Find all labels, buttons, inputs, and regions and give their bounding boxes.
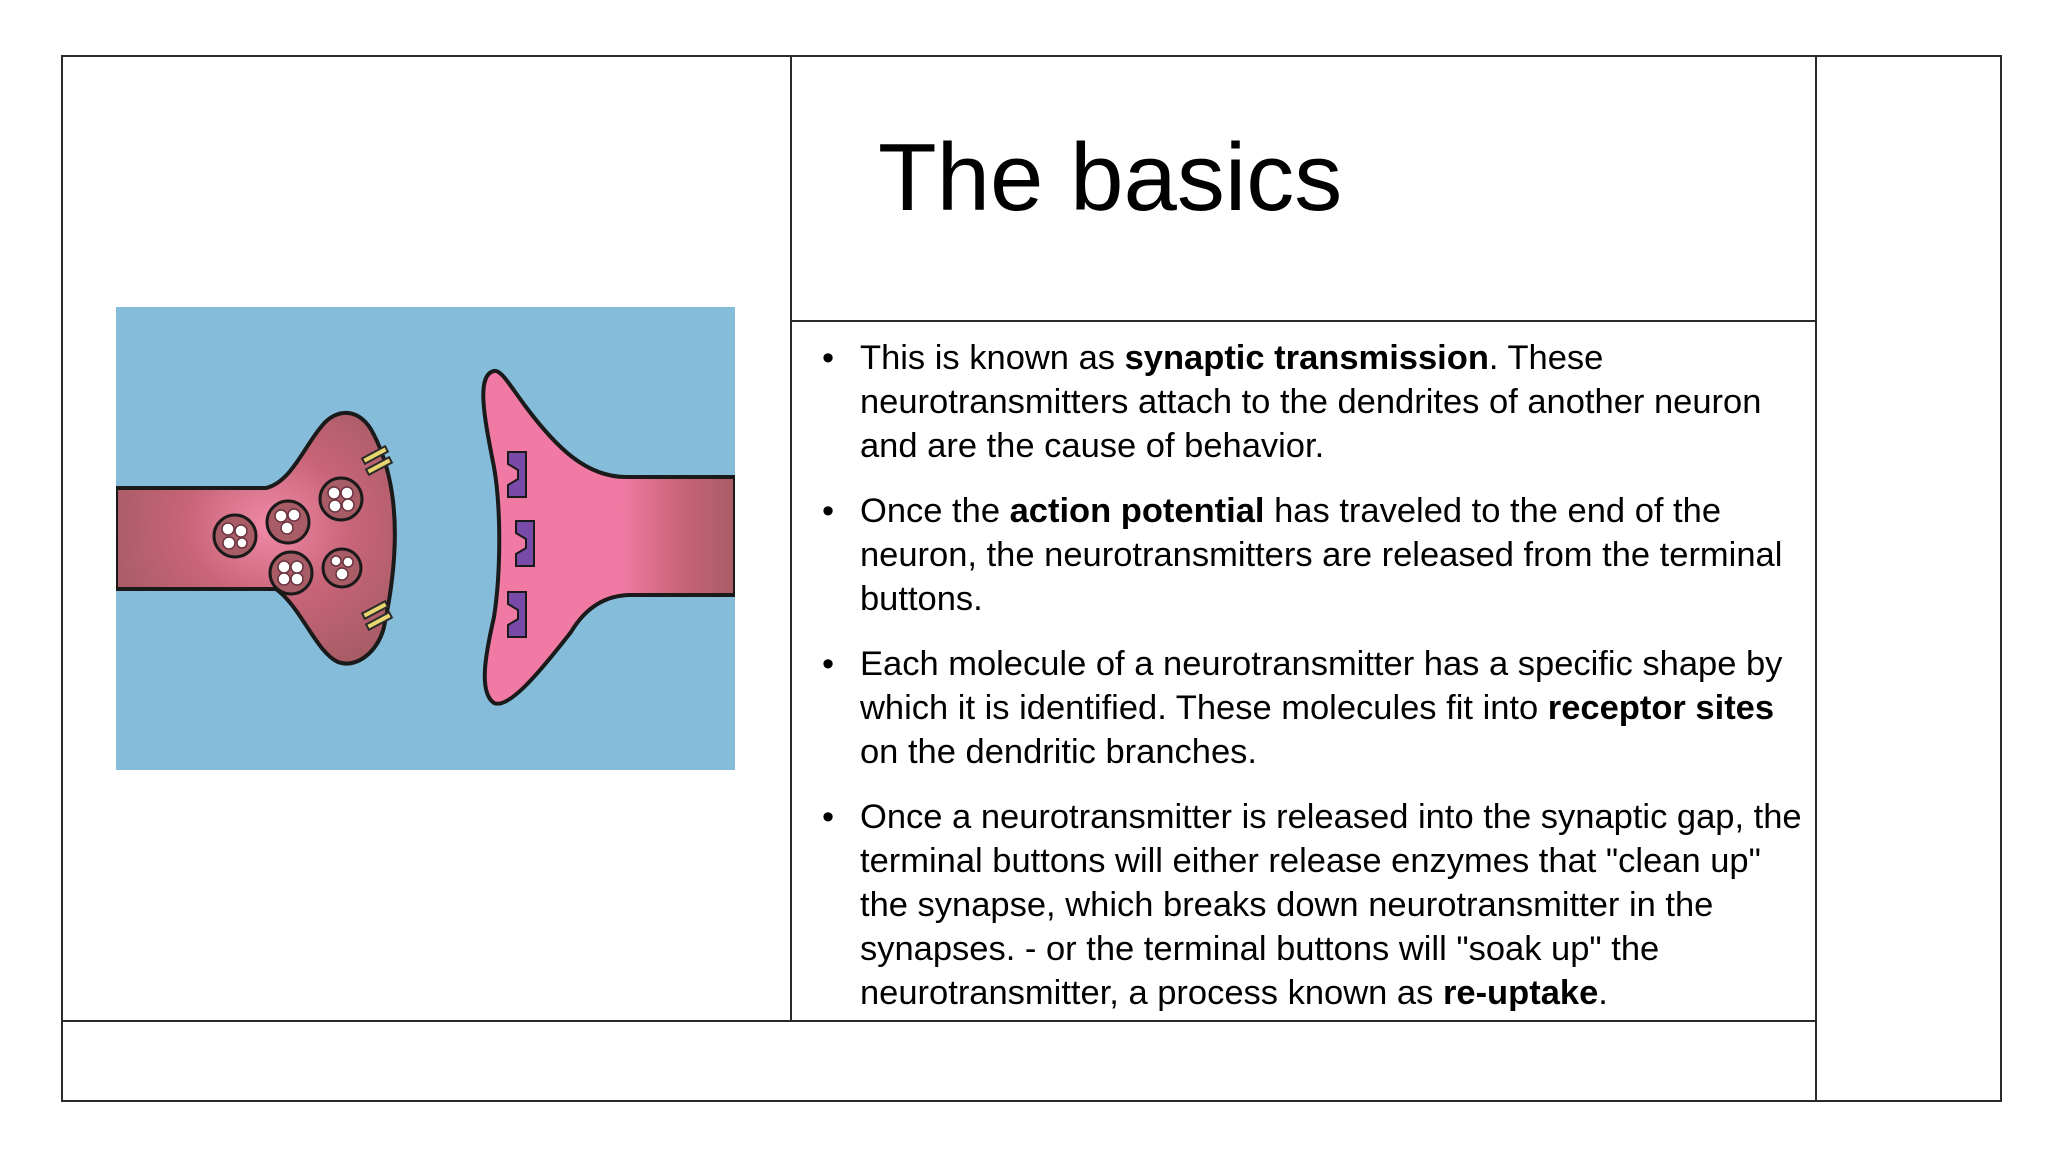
bullet-text: .	[1598, 974, 1608, 1012]
bullet-marker: •	[822, 798, 835, 836]
bullet-marker: •	[822, 645, 835, 683]
slide-title: The basics	[878, 124, 1343, 231]
bullet-text: Each molecule of a neurotransmitter has a specific shape by which it is identified. These molecules fit into	[860, 645, 1783, 727]
bullet-text: has traveled to the end of the neuron, the neurotransmitters are released from the terminal buttons.	[860, 492, 1783, 618]
bullet-item	[822, 336, 1802, 468]
column-divider-left	[790, 55, 792, 1022]
frame-top-border	[61, 55, 2002, 57]
bullet-text: Once a neurotransmitter is released into the synaptic gap, the terminal buttons will either release enzymes that "clean up" the synapse, which breaks down neurotransmitter in the synapses. - or the terminal buttons will "soak up" the neurotransmitter, a process known as	[860, 798, 1802, 1012]
bullet-list	[822, 336, 1802, 1036]
bullet-text: Once the	[860, 492, 1010, 530]
bullet-marker: •	[822, 492, 835, 530]
bullet-bold-term: synaptic transmission	[1124, 339, 1489, 377]
bullet-text: . These neurotransmitters attach to the dendrites of another neuron and are the cause of behavior.	[860, 339, 1762, 465]
bullet-item	[822, 795, 1802, 1015]
frame-right-border	[2000, 55, 2002, 1102]
bullet-marker: •	[822, 339, 835, 377]
bullet-item	[822, 642, 1802, 774]
column-divider-right	[1815, 55, 1817, 1102]
bullet-bold-term: receptor sites	[1547, 689, 1775, 727]
frame-bottom-border	[61, 1100, 2002, 1102]
bullet-item	[822, 489, 1802, 621]
synapse-illustration	[116, 307, 735, 770]
bullet-bold-term: action potential	[1009, 492, 1265, 530]
bullet-text: This is known as	[860, 339, 1125, 377]
frame-left-border	[61, 55, 63, 1102]
bullet-text: on the dendritic branches.	[860, 733, 1258, 771]
bullet-bold-term: re-uptake	[1442, 974, 1599, 1012]
title-row-divider	[790, 320, 1817, 322]
